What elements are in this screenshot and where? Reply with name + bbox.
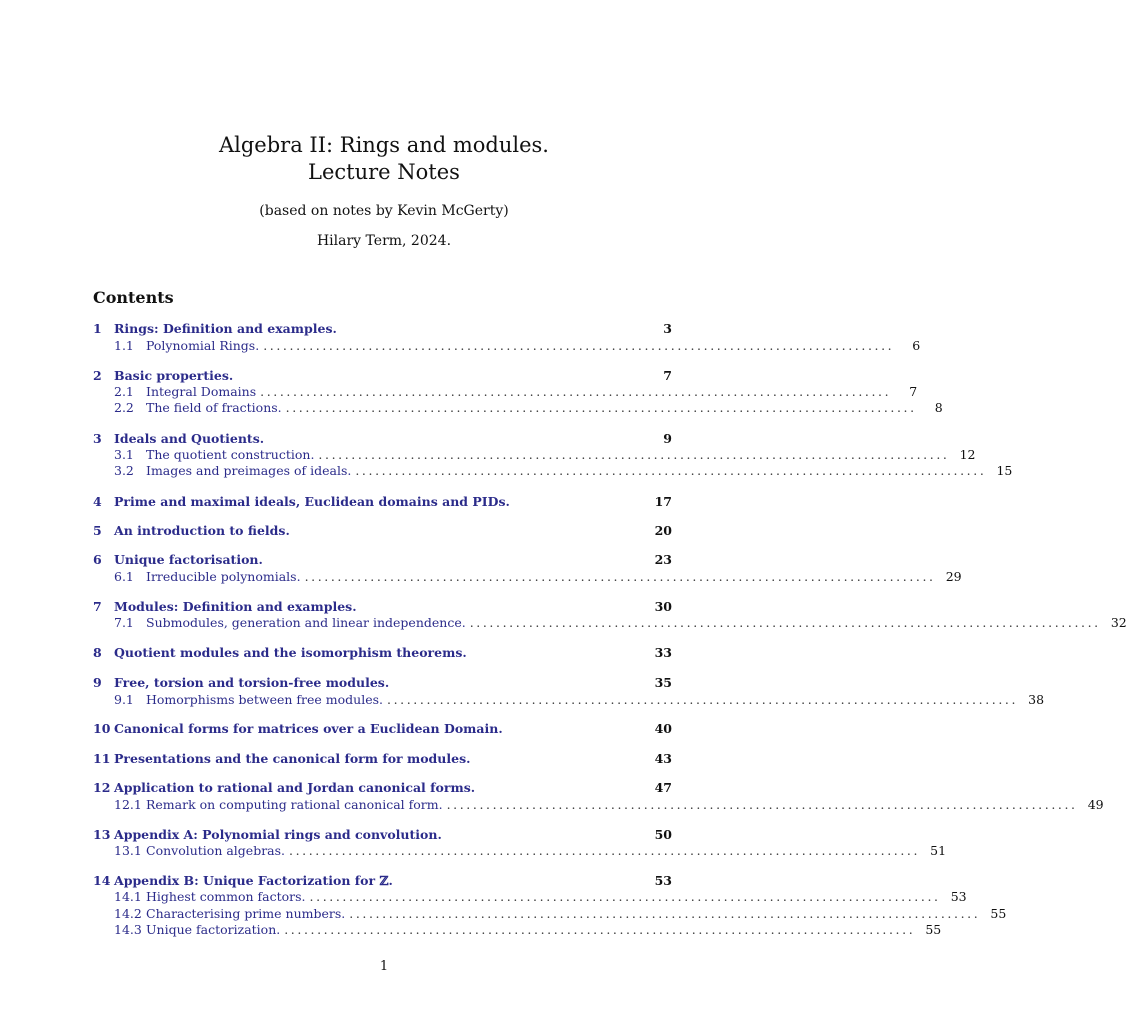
- toc-number: 12.1: [114, 797, 142, 812]
- toc-section-13[interactable]: [93, 827, 672, 843]
- toc-label[interactable]: Canonical forms for matrices over a Euclidean Domain.: [114, 721, 503, 736]
- dot-leader: ................................................................................................: [285, 400, 917, 415]
- toc-number: 9: [93, 675, 102, 690]
- toc-number: 13.1: [114, 843, 142, 858]
- toc-section-8[interactable]: [93, 645, 672, 661]
- toc-page: 3: [663, 321, 672, 336]
- toc-page: 53: [654, 873, 672, 888]
- subtitle: (based on notes by Kevin McGerty): [259, 203, 509, 219]
- toc-number: 1.1: [114, 338, 134, 353]
- dot-leader: ................................................................................................: [387, 692, 1019, 707]
- toc-page: 35: [654, 675, 672, 690]
- toc-label[interactable]: The quotient construction.: [146, 447, 315, 462]
- toc-number: 6.1: [114, 569, 134, 584]
- toc-page: 6: [912, 338, 921, 353]
- toc-label[interactable]: Rings: Definition and examples.: [114, 321, 337, 336]
- toc-label[interactable]: Free, torsion and torsion-free modules.: [114, 675, 390, 690]
- toc-label[interactable]: Application to rational and Jordan canonical forms.: [114, 780, 476, 795]
- toc-number: 4: [93, 494, 102, 509]
- term-date: Hilary Term, 2024.: [316, 233, 452, 249]
- toc-page: 47: [654, 780, 672, 795]
- toc-subsection-14-1[interactable]: [93, 889, 967, 905]
- toc-label[interactable]: An introduction to fields.: [114, 523, 290, 538]
- toc-label[interactable]: Prime and maximal ideals, Euclidean domains and PIDs.: [114, 494, 510, 509]
- toc-label[interactable]: Irreducible polynomials.: [146, 569, 301, 584]
- toc-section-11[interactable]: [93, 751, 672, 767]
- toc-page: 40: [654, 721, 672, 736]
- toc-page: 20: [654, 523, 672, 538]
- toc-number: 2: [93, 368, 102, 383]
- toc-subsection-14-3[interactable]: [93, 922, 942, 938]
- dot-leader: ................................................................................................: [446, 797, 1078, 812]
- toc-label[interactable]: Highest common factors.: [146, 889, 306, 904]
- page-number: 1: [379, 959, 389, 974]
- toc-page: 29: [945, 569, 962, 584]
- dot-leader: ................................................................................................: [263, 338, 895, 353]
- toc-subsection-9-1[interactable]: [93, 692, 1045, 708]
- toc-subsection-1-1[interactable]: [93, 338, 921, 354]
- toc-number: 13: [93, 827, 111, 842]
- toc-section-6[interactable]: [93, 552, 672, 568]
- toc-label[interactable]: Modules: Definition and examples.: [114, 599, 357, 614]
- toc-label[interactable]: Integral Domains: [146, 384, 257, 399]
- toc-subsection-3-2[interactable]: [93, 463, 1013, 479]
- dot-leader: ................................................................................................: [349, 906, 981, 921]
- toc-label[interactable]: Presentations and the canonical form for modules.: [114, 751, 471, 766]
- dot-leader: ................................................................................................: [318, 447, 950, 462]
- dot-leader: ................................................................................................: [284, 922, 916, 937]
- toc-number: 3.1: [114, 447, 134, 462]
- toc-subsection-7-1[interactable]: [93, 615, 1127, 631]
- toc-number: 14: [93, 873, 111, 888]
- toc-subsection-13-1[interactable]: [93, 843, 947, 859]
- toc-page: 30: [654, 599, 672, 614]
- title-line-2: Lecture Notes: [308, 160, 460, 184]
- toc-page: 7: [909, 384, 918, 399]
- toc-page: 12: [959, 447, 976, 462]
- toc-page: 55: [990, 906, 1007, 921]
- toc-section-2[interactable]: [93, 368, 672, 384]
- toc-label[interactable]: Submodules, generation and linear independence.: [146, 615, 466, 630]
- toc-page: 51: [930, 843, 947, 858]
- toc-page: 17: [654, 494, 672, 509]
- toc-label[interactable]: Appendix A: Polynomial rings and convolution.: [114, 827, 442, 842]
- toc-number: 1: [93, 321, 102, 336]
- toc-section-9[interactable]: [93, 675, 672, 691]
- toc-label[interactable]: Ideals and Quotients.: [114, 431, 265, 446]
- toc-label[interactable]: Appendix B: Unique Factorization for ℤ.: [114, 873, 393, 888]
- toc-page: 43: [654, 751, 672, 766]
- dot-leader: ................................................................................................: [355, 463, 987, 478]
- toc-label[interactable]: Characterising prime numbers.: [146, 906, 346, 921]
- toc-number: 11: [93, 751, 111, 766]
- toc-subsection-3-1[interactable]: [93, 447, 976, 463]
- toc-page: 38: [1028, 692, 1045, 707]
- contents-heading: Contents: [93, 288, 174, 307]
- toc-section-3[interactable]: [93, 431, 672, 447]
- toc-section-1[interactable]: [93, 321, 672, 337]
- toc-page: 55: [925, 922, 942, 937]
- dot-leader: ................................................................................................: [304, 569, 936, 584]
- toc-label[interactable]: The field of fractions.: [146, 400, 282, 415]
- toc-page: 49: [1087, 797, 1104, 812]
- toc-section-14[interactable]: [93, 873, 672, 889]
- toc-page: 8: [934, 400, 943, 415]
- toc-label[interactable]: Quotient modules and the isomorphism theorems.: [114, 645, 467, 660]
- toc-number: 3.2: [114, 463, 134, 478]
- toc-section-4[interactable]: [93, 494, 672, 510]
- toc-page: 9: [663, 431, 672, 446]
- toc-page: 15: [996, 463, 1013, 478]
- title-line-1: Algebra II: Rings and modules.: [218, 133, 549, 157]
- toc-subsection-2-1[interactable]: [93, 384, 918, 400]
- toc-number: 2.1: [114, 384, 134, 399]
- toc-section-7[interactable]: [93, 599, 672, 615]
- document-title: [0, 132, 768, 186]
- toc-number: 14.2: [114, 906, 142, 921]
- toc-number: 3: [93, 431, 102, 446]
- toc-label[interactable]: Convolution algebras.: [146, 843, 286, 858]
- toc-page: 50: [654, 827, 672, 842]
- toc-number: 7.1: [114, 615, 134, 630]
- toc-page: 33: [654, 645, 672, 660]
- toc-section-10[interactable]: [93, 721, 672, 737]
- dot-leader: ................................................................................................: [260, 384, 892, 399]
- toc-page: 23: [654, 552, 672, 567]
- toc-label[interactable]: Remark on computing rational canonical form.: [146, 797, 443, 812]
- toc-number: 14.1: [114, 889, 142, 904]
- toc-section-12[interactable]: [93, 780, 672, 796]
- dot-leader: ................................................................................................: [469, 615, 1101, 630]
- toc-section-5[interactable]: [93, 523, 672, 539]
- toc-number: 5: [93, 523, 102, 538]
- toc-page: 53: [950, 889, 967, 904]
- toc-number: 10: [93, 721, 111, 736]
- toc-label[interactable]: Polynomial Rings.: [146, 338, 260, 353]
- toc-subsection-2-2[interactable]: [93, 400, 943, 416]
- toc-number: 6: [93, 552, 102, 567]
- toc-number: 8: [93, 645, 102, 660]
- toc-subsection-12-1[interactable]: [93, 797, 1104, 813]
- toc-label[interactable]: Unique factorisation.: [114, 552, 263, 567]
- toc-number: 9.1: [114, 692, 134, 707]
- dot-leader: ................................................................................................: [289, 843, 921, 858]
- toc-number: 2.2: [114, 400, 134, 415]
- toc-number: 7: [93, 599, 102, 614]
- toc-number: 12: [93, 780, 111, 795]
- dot-leader: ................................................................................................: [309, 889, 941, 904]
- toc-subsection-6-1[interactable]: [93, 569, 962, 585]
- toc-page: 7: [663, 368, 672, 383]
- toc-label[interactable]: Unique factorization.: [146, 922, 281, 937]
- toc-label[interactable]: Images and preimages of ideals.: [146, 463, 352, 478]
- toc-subsection-14-2[interactable]: [93, 906, 1007, 922]
- toc-label[interactable]: Homorphisms between free modules.: [146, 692, 384, 707]
- toc-label[interactable]: Basic properties.: [114, 368, 234, 383]
- toc-number: 14.3: [114, 922, 142, 937]
- toc-page: 32: [1110, 615, 1127, 630]
